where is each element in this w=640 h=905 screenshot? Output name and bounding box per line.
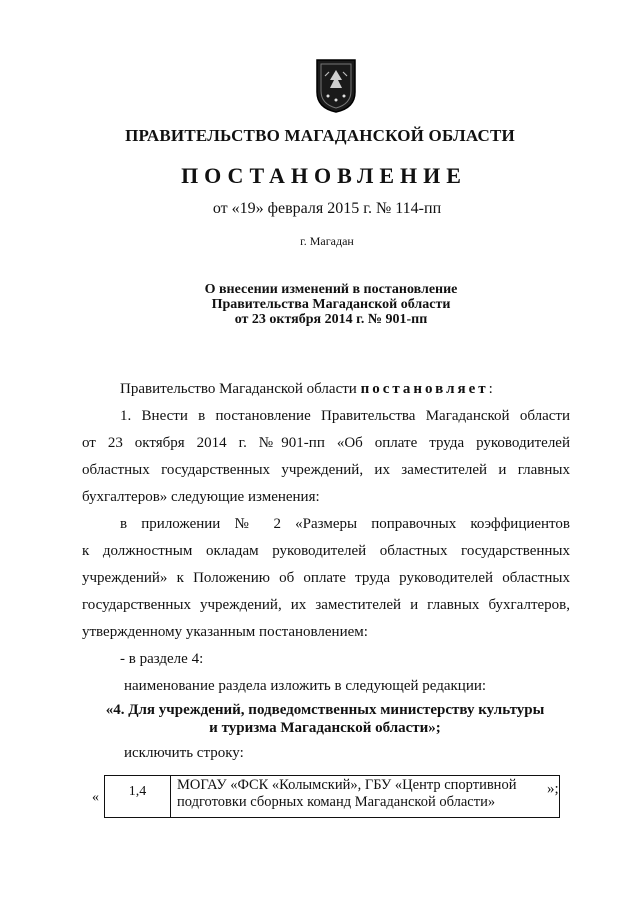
open-quote: « [92, 790, 99, 805]
paragraph-line: исключить строку: [124, 745, 244, 761]
paragraph-line: утвержденному указанным постановлением: [82, 624, 368, 640]
preamble [120, 381, 493, 398]
heading-line: и туризма Магаданской области»; [209, 720, 441, 736]
paragraph-line: от 23 октября 2014 г. №901-пп «Об оплате труда руководителей [82, 435, 570, 451]
organization-title: ПРАВИТЕЛЬСТВО МАГАДАНСКОЙ ОБЛАСТИ [125, 126, 515, 145]
section-reference: - в разделе 4: [120, 651, 204, 667]
paragraph-line: областных государственных учреждений, их заместителей и главных [82, 462, 570, 478]
new-section-heading [0, 701, 640, 737]
heading-line: «4. Для учреждений, подведомственных министерству культуры [105, 702, 545, 718]
table-row [105, 776, 560, 818]
document-city: г. Магадан [300, 234, 354, 248]
document-type: ПОСТАНОВЛЕНИЕ [181, 163, 467, 188]
subject-line: О внесении изменений в постановление [204, 282, 458, 297]
document-date-number: от «19» февраля 2015 г. № 114-пп [212, 200, 442, 217]
subject-line: от 23 октября 2014 г. № 901-пп [234, 312, 428, 327]
close-quote: »; [547, 781, 559, 797]
excluded-row-table [104, 775, 560, 818]
paragraph-line: учреждений» к Положению об оплате труда руководителей областных [82, 570, 570, 586]
paragraph-line: бухгалтеров» следующие изменения: [82, 489, 320, 505]
preamble-colon: : [488, 381, 493, 397]
institutions-cell: МОГАУ «ФСК «Колымский», ГБУ «Центр спортивной подготовки сборных команд Магаданской области» [171, 776, 560, 818]
preamble-text: Правительство Магаданской области [120, 381, 361, 397]
paragraph-line: в приложении № 2 «Размеры поправочных коэффициентов [120, 516, 570, 532]
document-subject [0, 282, 640, 327]
preamble-verb: постановляет [360, 381, 489, 397]
magadan-coat-of-arms-icon [315, 58, 357, 114]
paragraph-line: наименование раздела изложить в следующей редакции: [124, 678, 487, 694]
paragraph-line: к должностным окладам руководителей областных государственных [82, 543, 570, 559]
coefficient-cell: 1,4 [105, 776, 171, 818]
paragraph-line: 1. Внести в постановление Правительства Магаданской области [120, 408, 570, 424]
paragraph-line: государственных учреждений, их заместителей и главных бухгалтеров, [82, 597, 570, 613]
subject-line: Правительства Магаданской области [211, 297, 451, 312]
